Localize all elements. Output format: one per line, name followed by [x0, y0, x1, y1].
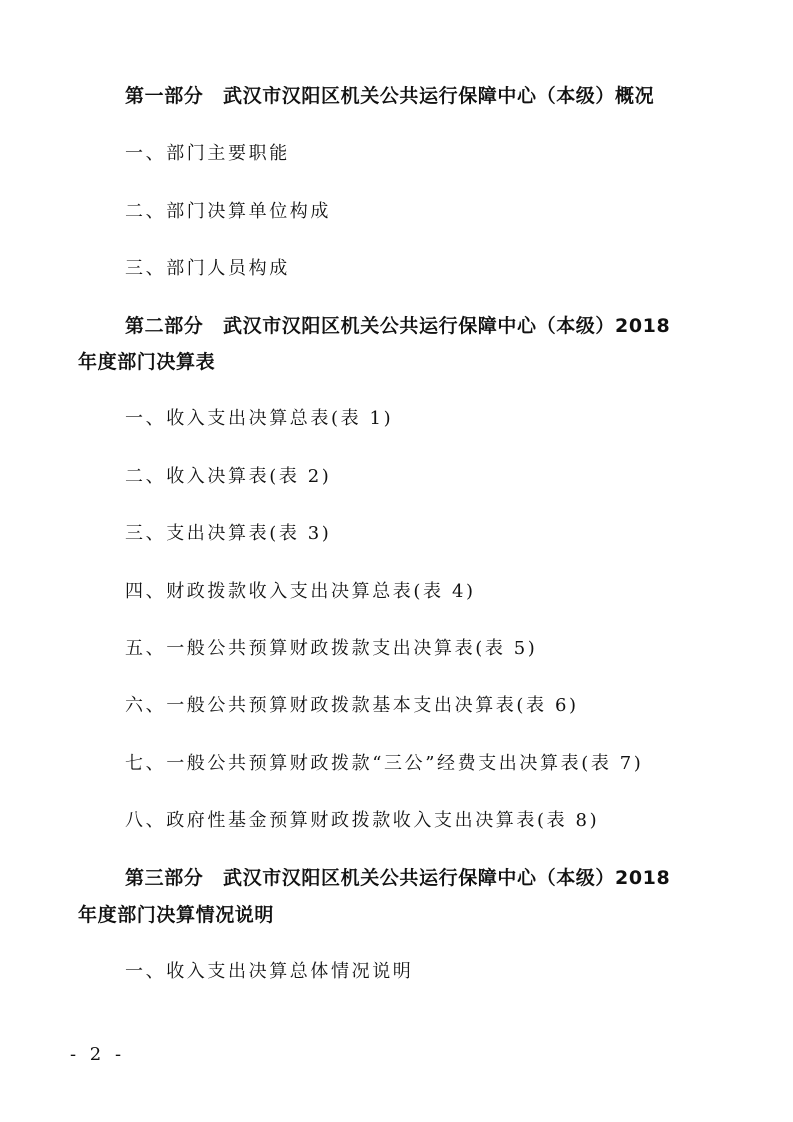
part2-heading: 第二部分 武汉市汉阳区机关公共运行保障中心（本级）2018 [125, 315, 671, 337]
part2-item: 三、支出决算表(表 3) [125, 523, 332, 544]
part1-item: 二、部门决算单位构成 [125, 201, 331, 222]
part2-item: 五、一般公共预算财政拨款支出决算表(表 5) [125, 638, 538, 659]
part1-item: 三、部门人员构成 [125, 258, 290, 279]
part3-heading: 第三部分 武汉市汉阳区机关公共运行保障中心（本级）2018 [125, 867, 671, 889]
part2-heading-continued: 年度部门决算表 [78, 351, 216, 373]
part2-item: 一、收入支出决算总表(表 1) [125, 408, 394, 429]
part2-item: 六、一般公共预算财政拨款基本支出决算表(表 6) [125, 695, 579, 716]
page-number: - 2 - [70, 1044, 126, 1065]
part2-item: 八、政府性基金预算财政拨款收入支出决算表(表 8) [125, 810, 600, 831]
part2-item: 四、财政拨款收入支出决算总表(表 4) [125, 581, 476, 602]
part2-item: 七、一般公共预算财政拨款“三公”经费支出决算表(表 7) [125, 753, 644, 774]
part3-item: 一、收入支出决算总体情况说明 [125, 961, 414, 982]
part2-item: 二、收入决算表(表 2) [125, 466, 332, 487]
part1-item: 一、部门主要职能 [125, 143, 290, 164]
part1-heading: 第一部分 武汉市汉阳区机关公共运行保障中心（本级）概况 [125, 85, 655, 107]
part3-heading-continued: 年度部门决算情况说明 [78, 904, 275, 926]
